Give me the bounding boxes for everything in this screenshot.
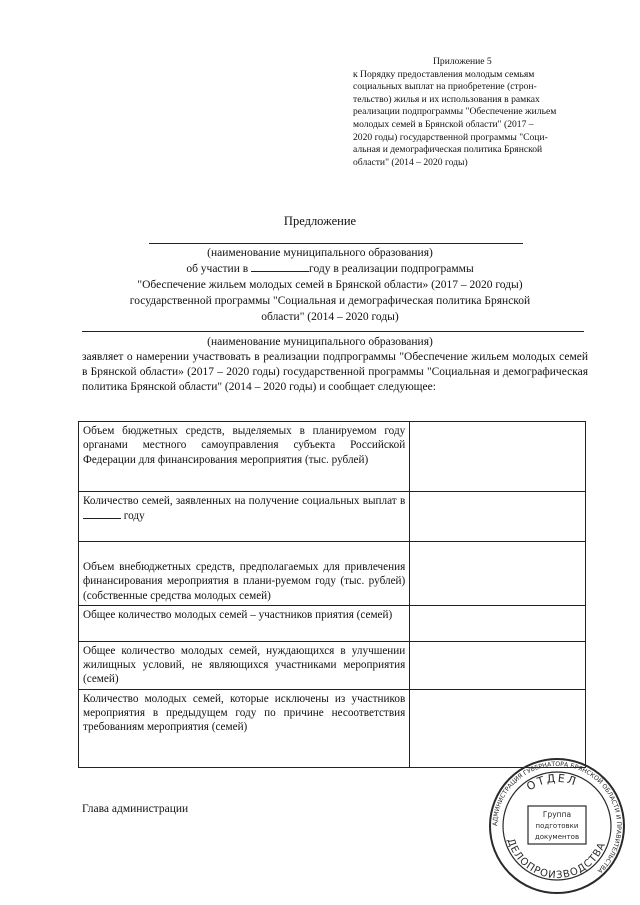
table-row <box>79 689 586 767</box>
table-row <box>79 641 586 689</box>
table-row <box>79 422 586 492</box>
appendix-line: молодых семей в Брянской области" (2017 – <box>353 118 534 130</box>
row-value-cell[interactable] <box>410 492 586 542</box>
row-label-text: году <box>123 510 145 523</box>
row-value-cell[interactable] <box>410 641 586 689</box>
stamp-center-line: Группа <box>542 810 572 819</box>
participation-after-blank: году в реализации подпрограммы <box>309 263 474 275</box>
stamp-center-line: подготовки <box>535 822 579 830</box>
row-label <box>79 492 410 542</box>
appendix-title: Приложение 5 <box>433 56 492 67</box>
row-label: Объем бюджетных средств, выделяемых в планируемом году органами местного самоуправления субъекта Российской Федерации для финансирования мероприятия (тыс. рублей) <box>79 422 410 492</box>
appendix-header <box>353 56 585 169</box>
year-blank[interactable] <box>251 261 309 272</box>
declaration-paragraph: заявляет о намерении участвовать в реализации подпрограммы "Обеспечение жильем молодых семей в Брянской области» (2017 – 2020 годы) государственной программы "Социальная и демографическая политика Брянской области" (2014 – 2020 годы) и сообщает следующее: <box>82 351 588 393</box>
municipality-caption-2: (наименование муниципального образования) <box>207 336 433 348</box>
municipality-fill-line-2[interactable] <box>82 331 584 332</box>
year-blank-2[interactable] <box>83 508 121 519</box>
participation-line-2: "Обеспечение жильем молодых семей в Брянской области» (2017 – 2020 годы) <box>137 279 523 291</box>
appendix-line: к Порядку предоставления молодым семьям <box>353 68 535 80</box>
stamp-bottom-word: ДЕЛОПРОИЗВОДСТВА <box>504 837 609 882</box>
municipality-fill-line[interactable] <box>149 243 523 244</box>
row-value-cell[interactable] <box>410 689 586 767</box>
appendix-line: реализации подпрограммы "Обеспечение жильем <box>353 106 557 118</box>
participation-line-3: государственной программы "Социальная и демографическая политика Брянской <box>129 295 531 307</box>
appendix-line: области" (2014 – 2020 годы) <box>353 156 468 168</box>
row-value-cell[interactable] <box>410 542 586 606</box>
participation-paragraph <box>100 261 560 325</box>
document-title: Предложение <box>283 214 357 228</box>
row-value-cell[interactable] <box>410 605 586 641</box>
municipality-caption: (наименование муниципального образования) <box>207 247 433 259</box>
participation-line-1 <box>100 261 560 277</box>
table-row <box>79 605 586 641</box>
signature-label: Глава администрации <box>82 803 189 815</box>
row-label-text: Количество семей, заявленных на получение социальных выплат в <box>83 495 406 507</box>
table-row <box>79 492 586 542</box>
appendix-line: альная и демографическая политика Брянской <box>353 144 543 156</box>
info-table <box>78 421 586 768</box>
table-row <box>79 542 586 606</box>
row-label: Объем внебюджетных средств, предполагаемых для привлечения финансирования мероприятия в плани-руемом году (тыс. рублей) (собственные средства молодых семей) <box>79 542 410 606</box>
row-label: Количество молодых семей, которые исключены из участников мероприятия в предыдущем году по причине несоответствия требованиям мероприятия (семей) <box>79 689 410 767</box>
office-stamp <box>488 757 626 895</box>
appendix-line: 2020 годы) государственной программы "Соци- <box>353 131 548 143</box>
appendix-line: тельство) жилья и их использования в рамках <box>353 93 540 105</box>
appendix-line: социальных выплат на приобретение (строн- <box>353 81 537 93</box>
row-value-cell[interactable] <box>410 422 586 492</box>
participation-before-blank: об участии в <box>186 263 249 275</box>
stamp-center-line: документов <box>534 833 580 841</box>
row-label: Общее количество молодых семей – участников приятия (семей) <box>79 605 410 641</box>
stamp-outer-text: АДМИНИСТРАЦИЯ ГУБЕРНАТОРА БРЯНСКОЙ ОБЛАСТИ И ПРАВИТЕЛЬСТВА <box>491 760 623 875</box>
participation-line-4: области" (2014 – 2020 годы) <box>261 311 399 323</box>
row-label: Общее количество молодых семей, нуждающихся в улучшении жилищных условий, не являющихся участниками мероприятия (семей) <box>79 641 410 689</box>
stamp-top-word: ОТДЕЛ <box>524 771 580 794</box>
